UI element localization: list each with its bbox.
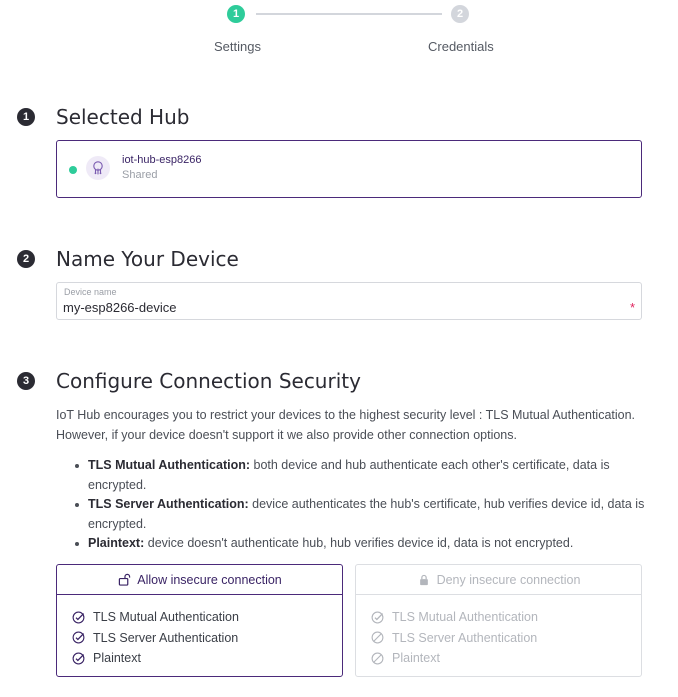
- section-3-number: 3: [17, 372, 35, 390]
- deny-insecure-label: Deny insecure connection: [436, 572, 581, 587]
- check-circle-icon: [71, 631, 85, 645]
- ban-icon: [370, 651, 384, 665]
- stepper: [0, 0, 678, 70]
- bullet-text: both device and hub authenticate each other's certificate, data is encrypted.: [88, 458, 610, 492]
- ban-icon: [370, 631, 384, 645]
- security-description: IoT Hub encourages you to restrict your devices to the highest security level : TLS Mutual Authentication. However, if your device doesn't support it we also provide other connection options.: [56, 408, 636, 442]
- list-item-label: Plaintext: [392, 651, 440, 666]
- device-name-label: Device name: [64, 287, 117, 297]
- hub-icon: [86, 156, 110, 180]
- bullet-term: TLS Server Authentication:: [88, 497, 249, 511]
- required-indicator: *: [629, 300, 635, 315]
- list-item: [370, 648, 538, 669]
- allow-insecure-header[interactable]: [57, 565, 342, 595]
- hub-type: Shared: [122, 169, 158, 181]
- list-item-label: Plaintext: [93, 651, 141, 666]
- check-circle-icon: [370, 610, 384, 624]
- unlock-icon: [117, 573, 131, 587]
- step-connector: [256, 13, 442, 15]
- list-item-label: TLS Server Authentication: [93, 630, 239, 645]
- security-options-list: [88, 456, 648, 554]
- deny-option-list: [370, 607, 538, 669]
- bullet-tls-mutual: [88, 456, 648, 495]
- lock-icon: [417, 573, 431, 587]
- step-1-label[interactable]: Settings: [214, 39, 261, 54]
- allow-insecure-label: Allow insecure connection: [137, 572, 282, 587]
- section-1-number: 1: [17, 108, 35, 126]
- bullet-tls-server: [88, 495, 648, 534]
- check-circle-icon: [71, 651, 85, 665]
- bullet-text: device doesn't authenticate hub, hub verifies device id, data is not encrypted.: [144, 536, 574, 550]
- section-3-title: Configure Connection Security: [56, 369, 361, 393]
- list-item: [71, 607, 239, 628]
- list-item: [370, 628, 538, 649]
- list-item: [370, 607, 538, 628]
- list-item: [71, 628, 239, 649]
- bullet-term: Plaintext:: [88, 536, 145, 550]
- list-item-label: TLS Server Authentication: [392, 630, 538, 645]
- check-circle-icon: [71, 610, 85, 624]
- device-name-input[interactable]: [63, 300, 603, 315]
- hub-status-dot: [69, 166, 77, 174]
- list-item-label: TLS Mutual Authentication: [93, 610, 239, 625]
- list-item-label: TLS Mutual Authentication: [392, 610, 538, 625]
- bullet-text: device authenticates the hub's certificate, hub verifies device id, data is encrypted.: [88, 497, 645, 531]
- section-1-title: Selected Hub: [56, 105, 190, 129]
- bullet-term: TLS Mutual Authentication:: [88, 458, 251, 472]
- step-1-indicator[interactable]: 1: [227, 5, 245, 23]
- allow-insecure-option[interactable]: [56, 564, 343, 677]
- deny-insecure-option[interactable]: [355, 564, 642, 677]
- section-2-title: Name Your Device: [56, 247, 239, 271]
- device-name-field[interactable]: [56, 282, 642, 320]
- selected-hub-card[interactable]: [56, 140, 642, 198]
- allow-option-list: [71, 607, 239, 669]
- list-item: [71, 648, 239, 669]
- bullet-plaintext: [88, 534, 648, 554]
- step-2-indicator[interactable]: 2: [451, 5, 469, 23]
- section-2-number: 2: [17, 250, 35, 268]
- deny-insecure-header[interactable]: [356, 565, 641, 595]
- hub-name: iot-hub-esp8266: [122, 154, 202, 166]
- step-2-label[interactable]: Credentials: [428, 39, 494, 54]
